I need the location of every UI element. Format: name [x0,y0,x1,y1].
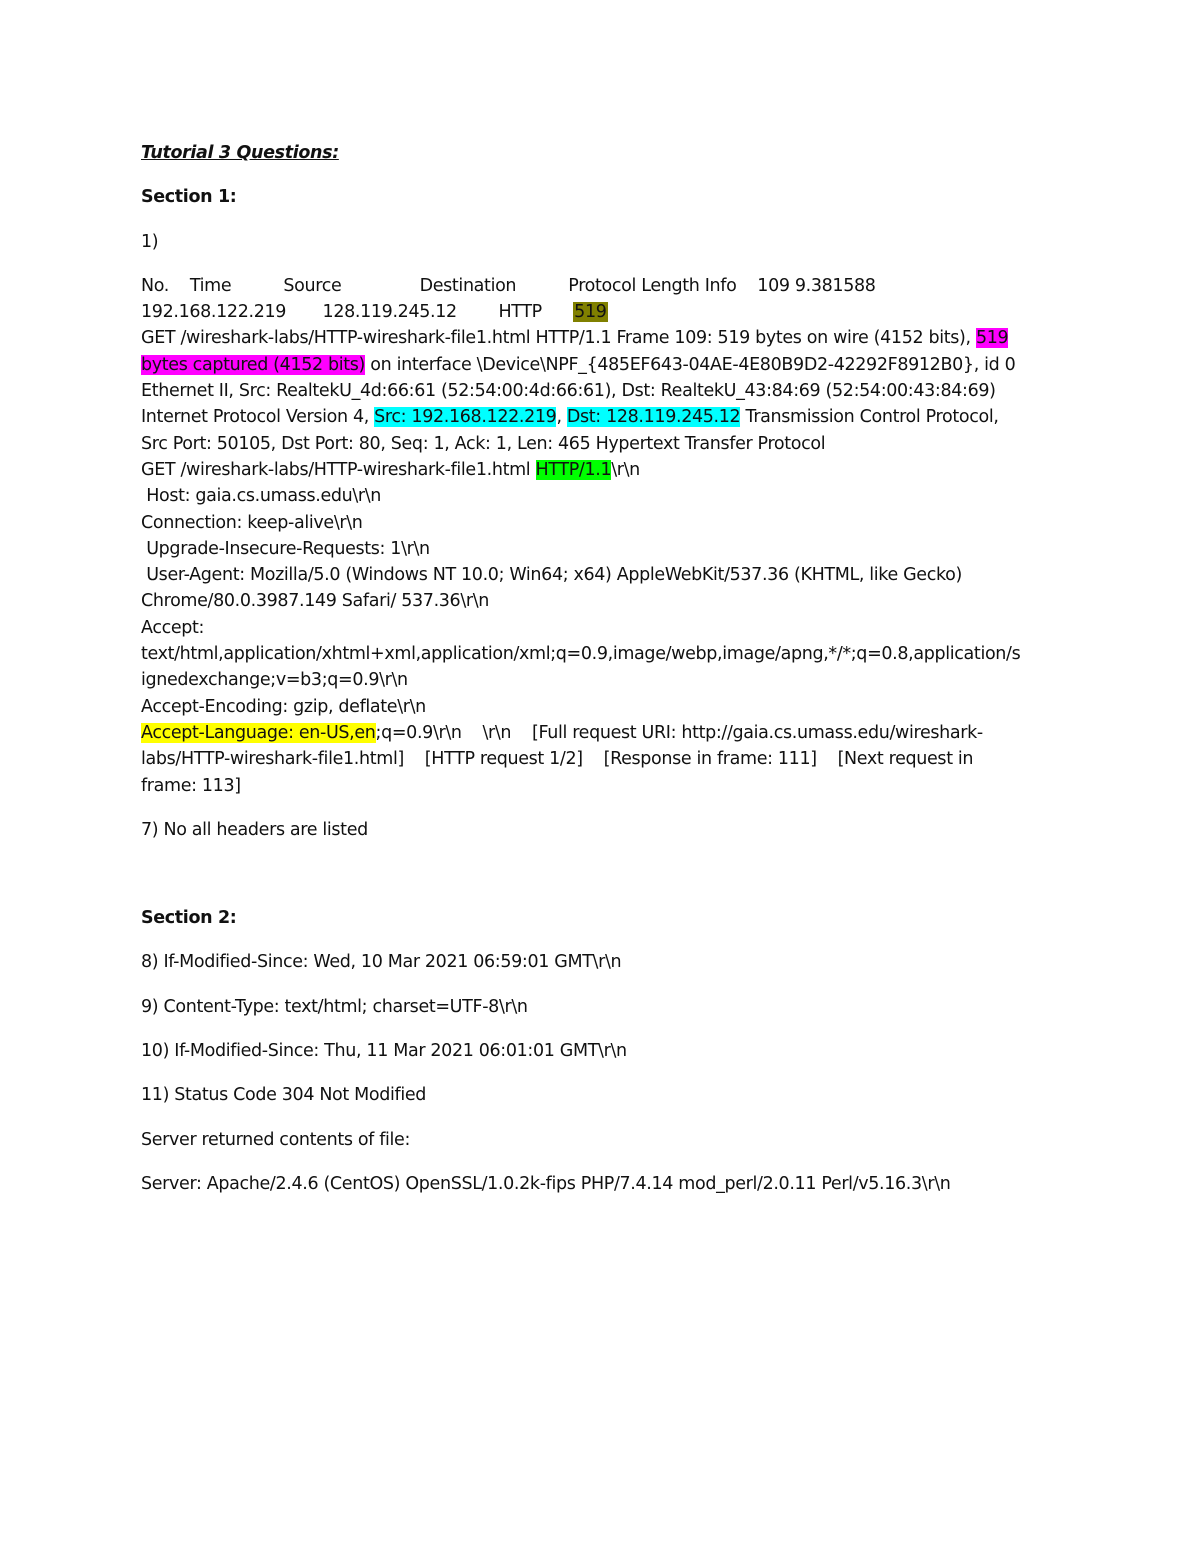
packet-text: GET /wireshark-labs/HTTP-wireshark-file1.html [141,459,536,480]
packet-line: frame: 113] [141,775,241,796]
section-1-heading: Section 1: [141,187,237,208]
packet-line: User-Agent: Mozilla/5.0 (Windows NT 10.0; Win64; x64) AppleWebKit/537.36 (KHTML, like Gecko) [141,565,962,586]
packet-line: Upgrade-Insecure-Requests: 1\r\n [141,538,430,559]
packet-line: No. Time Source Destination Protocol Length Info 109 9.381588 [141,275,876,296]
packet-line: Accept-Encoding: gzip, deflate\r\n [141,696,426,717]
question-1-label: 1) [141,231,159,252]
packet-text: \r\n [611,459,640,480]
answer-11: 11) Status Code 304 Not Modified [141,1085,427,1106]
dst-ip-highlight: Dst: 128.119.245.12 [566,407,741,428]
packet-text: Internet Protocol Version 4, [141,407,375,428]
packet-text: on interface \Device\NPF_{485EF643-04AE-4E80B9D2-42292F8912B0}, id 0 [365,354,1016,375]
packet-line: Ethernet II, Src: RealtekU_4d:66:61 (52:54:00:4d:66:61), Dst: RealtekU_43:84:69 (52:54:00:43:84:69) [141,381,996,402]
server-value: Server: Apache/2.4.6 (CentOS) OpenSSL/1.0.2k-fips PHP/7.4.14 mod_perl/2.0.11 Perl/v5.16.3\r\n [141,1173,951,1194]
packet-line: Chrome/80.0.3987.149 Safari/ 537.36\r\n [141,591,490,612]
packet-line: Host: gaia.cs.umass.edu\r\n [141,486,382,507]
length-highlight: 519 [574,302,607,323]
packet-line: labs/HTTP-wireshark-file1.html] [HTTP request 1/2] [Response in frame: 111] [Next request in [141,749,974,770]
answer-9: 9) Content-Type: text/html; charset=UTF-8\r\n [141,996,528,1017]
document-title: Tutorial 3 Questions: [141,143,339,163]
src-ip-highlight: Src: 192.168.122.219 [374,407,557,428]
packet-line [141,404,1071,430]
packet-text: ;q=0.9\r\n \r\n [Full request URI: http://gaia.cs.umass.edu/wireshark- [375,722,983,743]
answer-7: 7) No all headers are listed [141,819,368,840]
packet-line [141,299,1071,325]
captured-highlight: bytes captured (4152 bits) [141,354,366,375]
packet-line [141,457,1071,483]
document-body [141,140,1071,1215]
accept-language-highlight: Accept-Language: en-US,en [141,722,376,743]
packet-text: 192.168.122.219 128.119.245.12 HTTP [141,302,574,323]
packet-text: GET /wireshark-labs/HTTP-wireshark-file1.html HTTP/1.1 Frame 109: 519 bytes on wire (4152 bits), [141,328,976,349]
answer-8: 8) If-Modified-Since: Wed, 10 Mar 2021 06:59:01 GMT\r\n [141,952,622,973]
captured-highlight: 519 [975,328,1009,349]
packet-line: ignedexchange;v=b3;q=0.9\r\n [141,670,408,691]
packet-line [141,325,1071,351]
packet-line: Src Port: 50105, Dst Port: 80, Seq: 1, Ack: 1, Len: 465 Hypertext Transfer Protocol [141,433,826,454]
answer-10: 10) If-Modified-Since: Thu, 11 Mar 2021 06:01:01 GMT\r\n [141,1041,627,1062]
http-version-highlight: HTTP/1.1 [535,459,612,480]
packet-line: Connection: keep-alive\r\n [141,512,363,533]
packet-line: text/html,application/xhtml+xml,application/xml;q=0.9,image/webp,image/apng,*/*;q=0.8,application/s [141,644,1021,665]
packet-capture-text [141,273,1071,799]
packet-line [141,720,1071,746]
packet-text: , [556,407,567,428]
server-label: Server returned contents of file: [141,1129,411,1150]
packet-text: Transmission Control Protocol, [740,407,999,428]
spacer [141,861,1071,905]
section-2-heading: Section 2: [141,908,237,929]
packet-line [141,352,1071,378]
packet-line: Accept: [141,617,205,638]
